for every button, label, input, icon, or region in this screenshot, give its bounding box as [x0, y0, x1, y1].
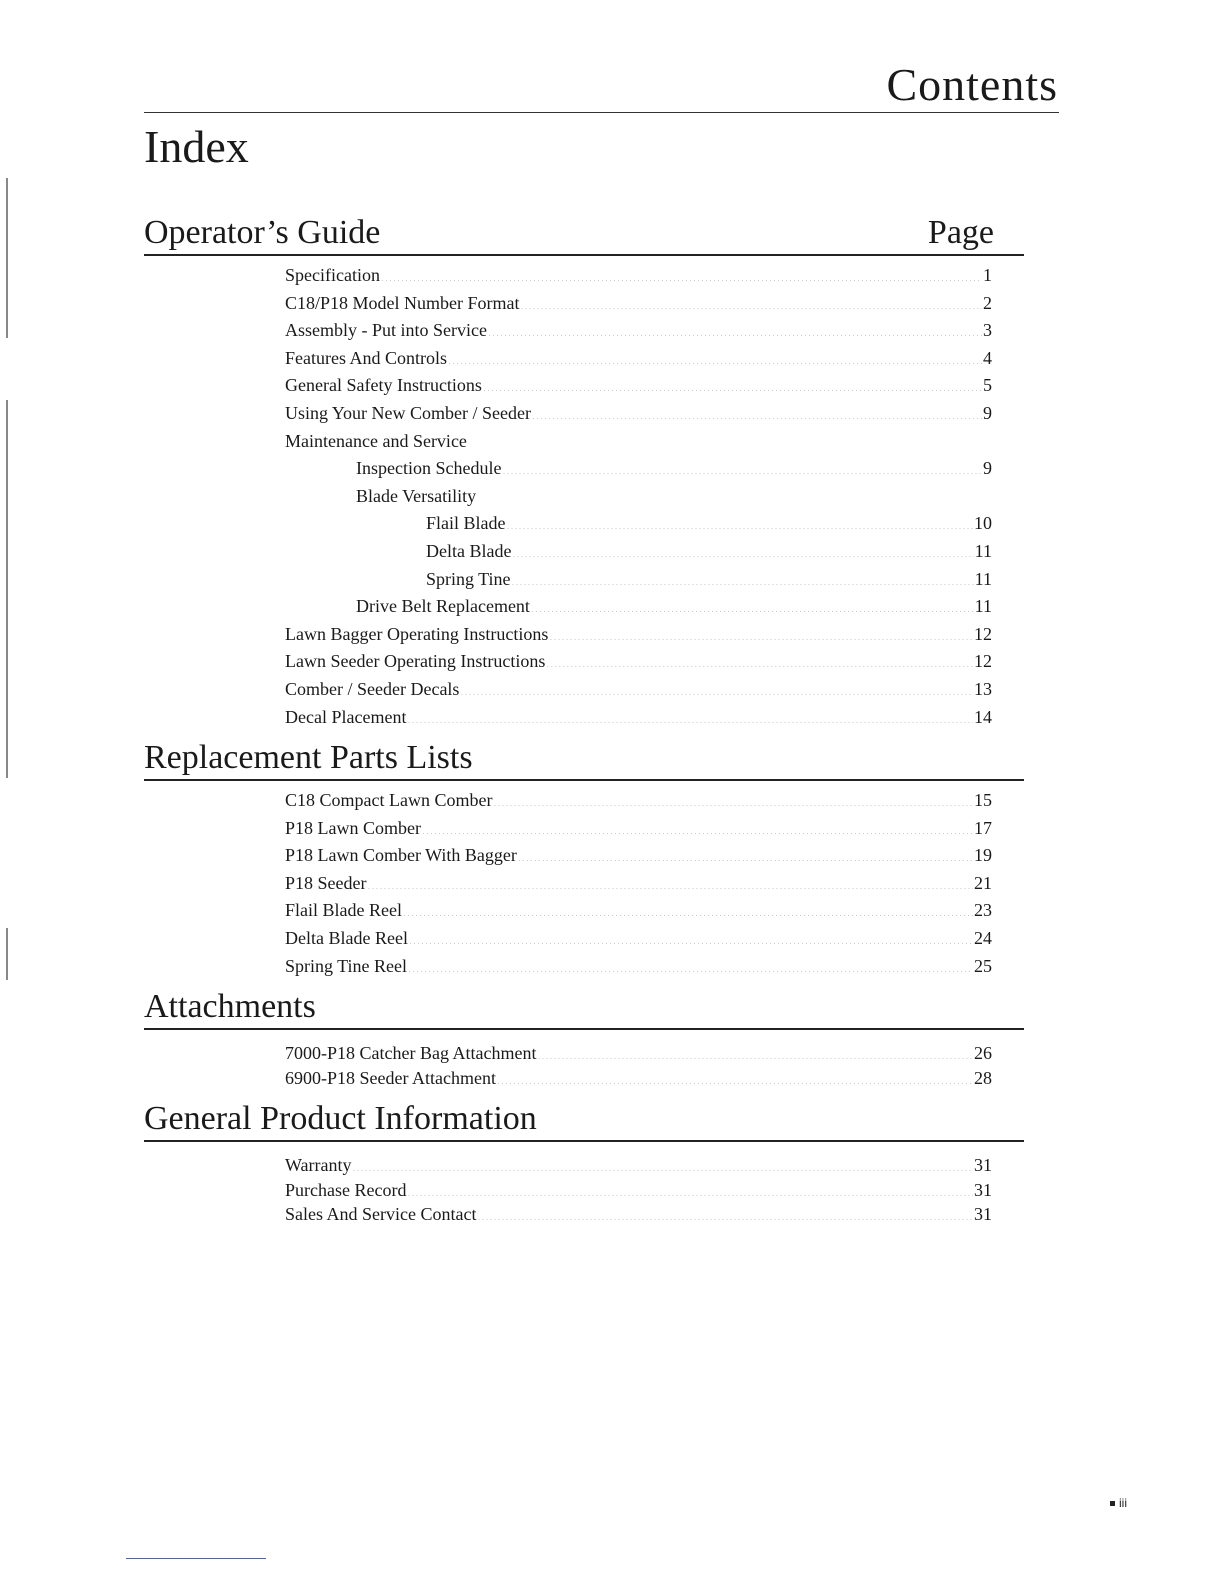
dot-leader [477, 1206, 973, 1220]
toc-entry-page: 5 [983, 375, 992, 396]
toc-entry-title: Specification [285, 265, 380, 285]
toc-entry-title: General Safety Instructions [285, 375, 482, 396]
toc-entry[interactable] [285, 459, 992, 487]
toc-entry-title: Drive Belt Replacement [356, 596, 530, 617]
toc-entry-page: 17 [974, 817, 992, 838]
section-title: Attachments [144, 988, 316, 1025]
dot-leader [512, 571, 974, 585]
toc-entry[interactable] [285, 625, 992, 653]
toc-entry-page: 9 [983, 402, 992, 423]
dot-leader [531, 598, 974, 612]
header-rule [144, 112, 1059, 113]
toc-entry-title: C18 Compact Lawn Comber [285, 790, 493, 810]
toc-entry-title: Features And Controls [285, 347, 447, 368]
toc-entry-page: 28 [974, 1067, 992, 1088]
toc-entry-title: Maintenance and Service [285, 430, 467, 451]
dot-leader [381, 267, 982, 281]
page-number-text: iii [1119, 1496, 1127, 1510]
section-title: General Product Information [144, 1100, 537, 1137]
toc-entry-page: 9 [983, 458, 992, 479]
toc-entry[interactable] [285, 1044, 992, 1069]
toc-entry[interactable] [285, 874, 992, 902]
toc-entry-title: Assembly - Put into Service [285, 320, 487, 341]
dot-leader [409, 930, 973, 944]
dot-leader [483, 377, 982, 391]
section-title: Replacement Parts Lists [144, 739, 473, 776]
toc-entry[interactable] [285, 819, 992, 847]
toc-entry-title: Flail Blade Reel [285, 900, 402, 921]
dot-leader [407, 709, 973, 723]
toc-entry-title: Purchase Record [285, 1179, 407, 1200]
toc-entry-page: 31 [974, 1155, 992, 1175]
page-number [1110, 1496, 1127, 1510]
toc-entry-page: 12 [974, 651, 992, 672]
dot-leader [497, 1070, 973, 1084]
toc-entry-title: Sales And Service Contact [285, 1204, 477, 1224]
toc-group-heading [285, 432, 992, 460]
toc-entry-page: 21 [974, 872, 992, 893]
toc-entry-title: Inspection Schedule [356, 458, 502, 479]
toc-entry-page: 15 [974, 790, 992, 810]
margin-mark [6, 400, 8, 778]
toc-group-heading [285, 487, 992, 515]
dot-leader [407, 1182, 973, 1196]
section-header-operators-guide [144, 216, 1024, 256]
dot-leader [521, 295, 983, 309]
toc-entry-page: 26 [974, 1043, 992, 1063]
toc-entry[interactable] [285, 321, 992, 349]
dot-leader [353, 1157, 973, 1171]
toc-entry[interactable] [285, 1181, 992, 1206]
dot-leader [460, 681, 973, 695]
toc-entry-page: 4 [983, 347, 992, 368]
margin-mark [6, 178, 8, 338]
toc-entry[interactable] [285, 266, 992, 294]
dot-leader [546, 653, 973, 667]
toc-entry-page: 11 [974, 568, 992, 589]
toc-entry-page: 31 [974, 1179, 992, 1200]
toc-entry-title: Using Your New Comber / Seeder [285, 402, 531, 423]
toc-entry-page: 11 [974, 540, 992, 561]
toc-entry-page: 13 [974, 678, 992, 699]
toc-entry[interactable] [285, 652, 992, 680]
dot-leader [403, 902, 973, 916]
toc-entry-page: 2 [983, 292, 992, 313]
toc-entry-title: Spring Tine Reel [285, 955, 408, 976]
dot-leader [422, 820, 973, 834]
toc-entry-title: P18 Lawn Comber With Bagger [285, 845, 517, 866]
dot-leader [488, 322, 982, 336]
toc-entry-title: 7000-P18 Catcher Bag Attachment [285, 1043, 537, 1063]
toc-entry[interactable] [285, 514, 992, 542]
toc-entry[interactable] [285, 376, 992, 404]
toc-entry[interactable] [285, 542, 992, 570]
toc-entry-page: 12 [974, 623, 992, 644]
toc-entry[interactable] [285, 957, 992, 985]
toc-entry-title: Flail Blade [426, 513, 506, 534]
toc-entry-title: Warranty [285, 1155, 352, 1175]
dot-leader [448, 350, 982, 364]
dot-leader [512, 543, 973, 557]
toc-entry-page: 1 [983, 265, 992, 285]
dot-leader [367, 875, 973, 889]
toc-entry[interactable] [285, 791, 992, 819]
toc-entry[interactable] [285, 846, 992, 874]
toc-entry[interactable] [285, 294, 992, 322]
margin-mark [6, 928, 8, 980]
toc-entry-title: Comber / Seeder Decals [285, 678, 460, 699]
toc-entry-page: 14 [974, 706, 992, 727]
section-header-attachments [144, 990, 1024, 1030]
contents-heading: Contents [886, 59, 1058, 110]
toc-entry-title: Blade Versatility [356, 485, 477, 506]
toc-entry[interactable] [285, 901, 992, 929]
toc-entry-title: 6900-P18 Seeder Attachment [285, 1067, 496, 1088]
operators-guide-entries [285, 266, 992, 735]
toc-entry[interactable] [285, 404, 992, 432]
toc-entry-page: 19 [974, 845, 992, 866]
replacement-parts-entries [285, 791, 992, 984]
bullet-square-icon [1110, 1501, 1115, 1506]
dot-leader [549, 626, 973, 640]
dot-leader [507, 515, 974, 529]
toc-entry-title: Lawn Bagger Operating Instructions [285, 623, 549, 644]
toc-entry[interactable] [285, 680, 992, 708]
section-title: Operator’s Guide [144, 214, 381, 251]
toc-entry-title: Decal Placement [285, 706, 407, 727]
toc-entry-title: Lawn Seeder Operating Instructions [285, 651, 546, 672]
toc-entry-page: 3 [983, 320, 992, 341]
index-title: Index [144, 121, 249, 172]
section-header-general-info [144, 1102, 1024, 1142]
general-info-entries [285, 1156, 992, 1230]
toc-entry-page: 11 [974, 596, 992, 617]
toc-entry[interactable] [285, 597, 992, 625]
toc-entry[interactable] [285, 349, 992, 377]
toc-entry-page: 24 [974, 927, 992, 948]
dot-leader [408, 958, 973, 972]
toc-entry[interactable] [285, 1156, 992, 1181]
toc-entry-page: 10 [974, 513, 992, 534]
toc-entry[interactable] [285, 929, 992, 957]
page-column-label: Page [927, 214, 994, 251]
dot-leader [537, 1045, 973, 1059]
toc-entry[interactable] [285, 570, 992, 598]
toc-entry-page: 23 [974, 900, 992, 921]
dot-leader [532, 405, 982, 419]
attachments-entries [285, 1044, 992, 1093]
toc-entry-title: P18 Lawn Comber [285, 817, 421, 838]
dot-leader [502, 460, 982, 474]
toc-entry-title: Delta Blade [426, 540, 512, 561]
toc-entry-page: 25 [974, 955, 992, 976]
toc-entry[interactable] [285, 1205, 992, 1230]
toc-entry[interactable] [285, 708, 992, 736]
dot-leader [493, 792, 973, 806]
section-header-replacement-parts [144, 741, 1024, 781]
toc-entry-page: 31 [974, 1204, 992, 1224]
dot-leader [518, 847, 973, 861]
toc-entry-title: Delta Blade Reel [285, 927, 408, 948]
toc-entry-title: P18 Seeder [285, 872, 367, 893]
toc-entry-title: Spring Tine [426, 568, 511, 589]
toc-entry-title: C18/P18 Model Number Format [285, 292, 520, 313]
bottom-rule [126, 1558, 266, 1559]
toc-entry[interactable] [285, 1069, 992, 1094]
